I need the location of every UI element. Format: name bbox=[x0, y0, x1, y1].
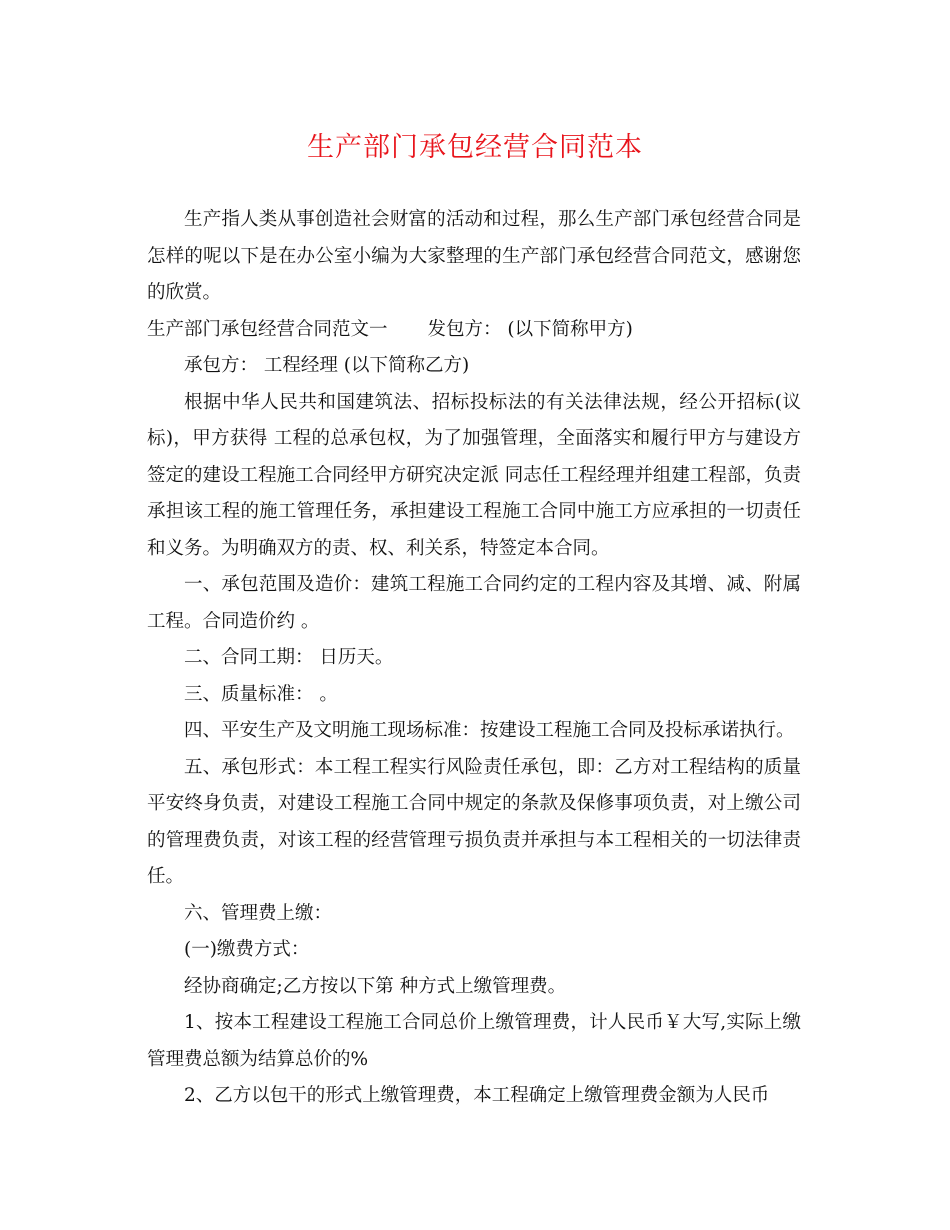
issuer-line: 发包方： (以下简称甲方) bbox=[427, 318, 633, 340]
fee-method-heading: (一)缴费方式： bbox=[184, 939, 310, 960]
document-body bbox=[147, 202, 801, 1115]
clause-duration: 二、合同工期： 日历天。 bbox=[184, 647, 394, 668]
clause-quality: 三、质量标准： 。 bbox=[184, 683, 338, 705]
fee-method-intro: 经协商确定;乙方按以下第 种方式上缴管理费。 bbox=[184, 975, 567, 997]
intro-paragraph: 生产指人类从事创造社会财富的活动和过程，那么生产部门承包经营合同是怎样的呢以下是在办公室小编为大家整理的生产部门承包经营合同范文，感谢您的欣赏。 bbox=[147, 209, 801, 303]
clause-form: 五、承包形式：本工程工程实行风险责任承包，即：乙方对工程结构的质量平安终身负责，对建设工程施工合同中规定的条款及保修事项负责，对上缴公司的管理费负责，对该工程的经营管理亏损负责并承担与本工程相关的一切法律责任。 bbox=[147, 756, 801, 887]
clause-scope: 一、承包范围及造价：建筑工程施工合同约定的工程内容及其增、减、附属工程。合同造价约 。 bbox=[147, 574, 801, 632]
document-title: 生产部门承包经营合同范本 bbox=[307, 132, 643, 163]
clause-safety: 四、平安生产及文明施工现场标准：按建设工程施工合同及投标承诺执行。 bbox=[184, 720, 795, 741]
contract-heading: 生产部门承包经营合同范文一 bbox=[147, 318, 388, 340]
fee-option-2: 2、乙方以包干的形式上缴管理费，本工程确定上缴管理费金额为人民币 bbox=[184, 1085, 770, 1106]
clause-fee: 六、管理费上缴： bbox=[184, 902, 333, 924]
basis-paragraph: 根据中华人民共和国建筑法、招标投标法的有关法律法规，经公开招标(议标)，甲方获得 工程的总承包权，为了加强管理，全面落实和履行甲方与建设方签定的建设工程施工合同经甲方研究决定派 同志任工程经理并组建工程部，负责承担该工程的施工管理任务，承担建设工程施工合同中施工方应承担的一切责任和义务。为明确双方的责、权、利关系，特签定本合同。 bbox=[147, 391, 801, 559]
contractor-line: 承包方： 工程经理 (以下简称乙方) bbox=[184, 355, 470, 376]
contract-heading-line bbox=[147, 312, 801, 349]
fee-option-1: 1、按本工程建设工程施工合同总价上缴管理费，计人民币￥大写,实际上缴管理费总额为结算总价的% bbox=[147, 1012, 801, 1070]
